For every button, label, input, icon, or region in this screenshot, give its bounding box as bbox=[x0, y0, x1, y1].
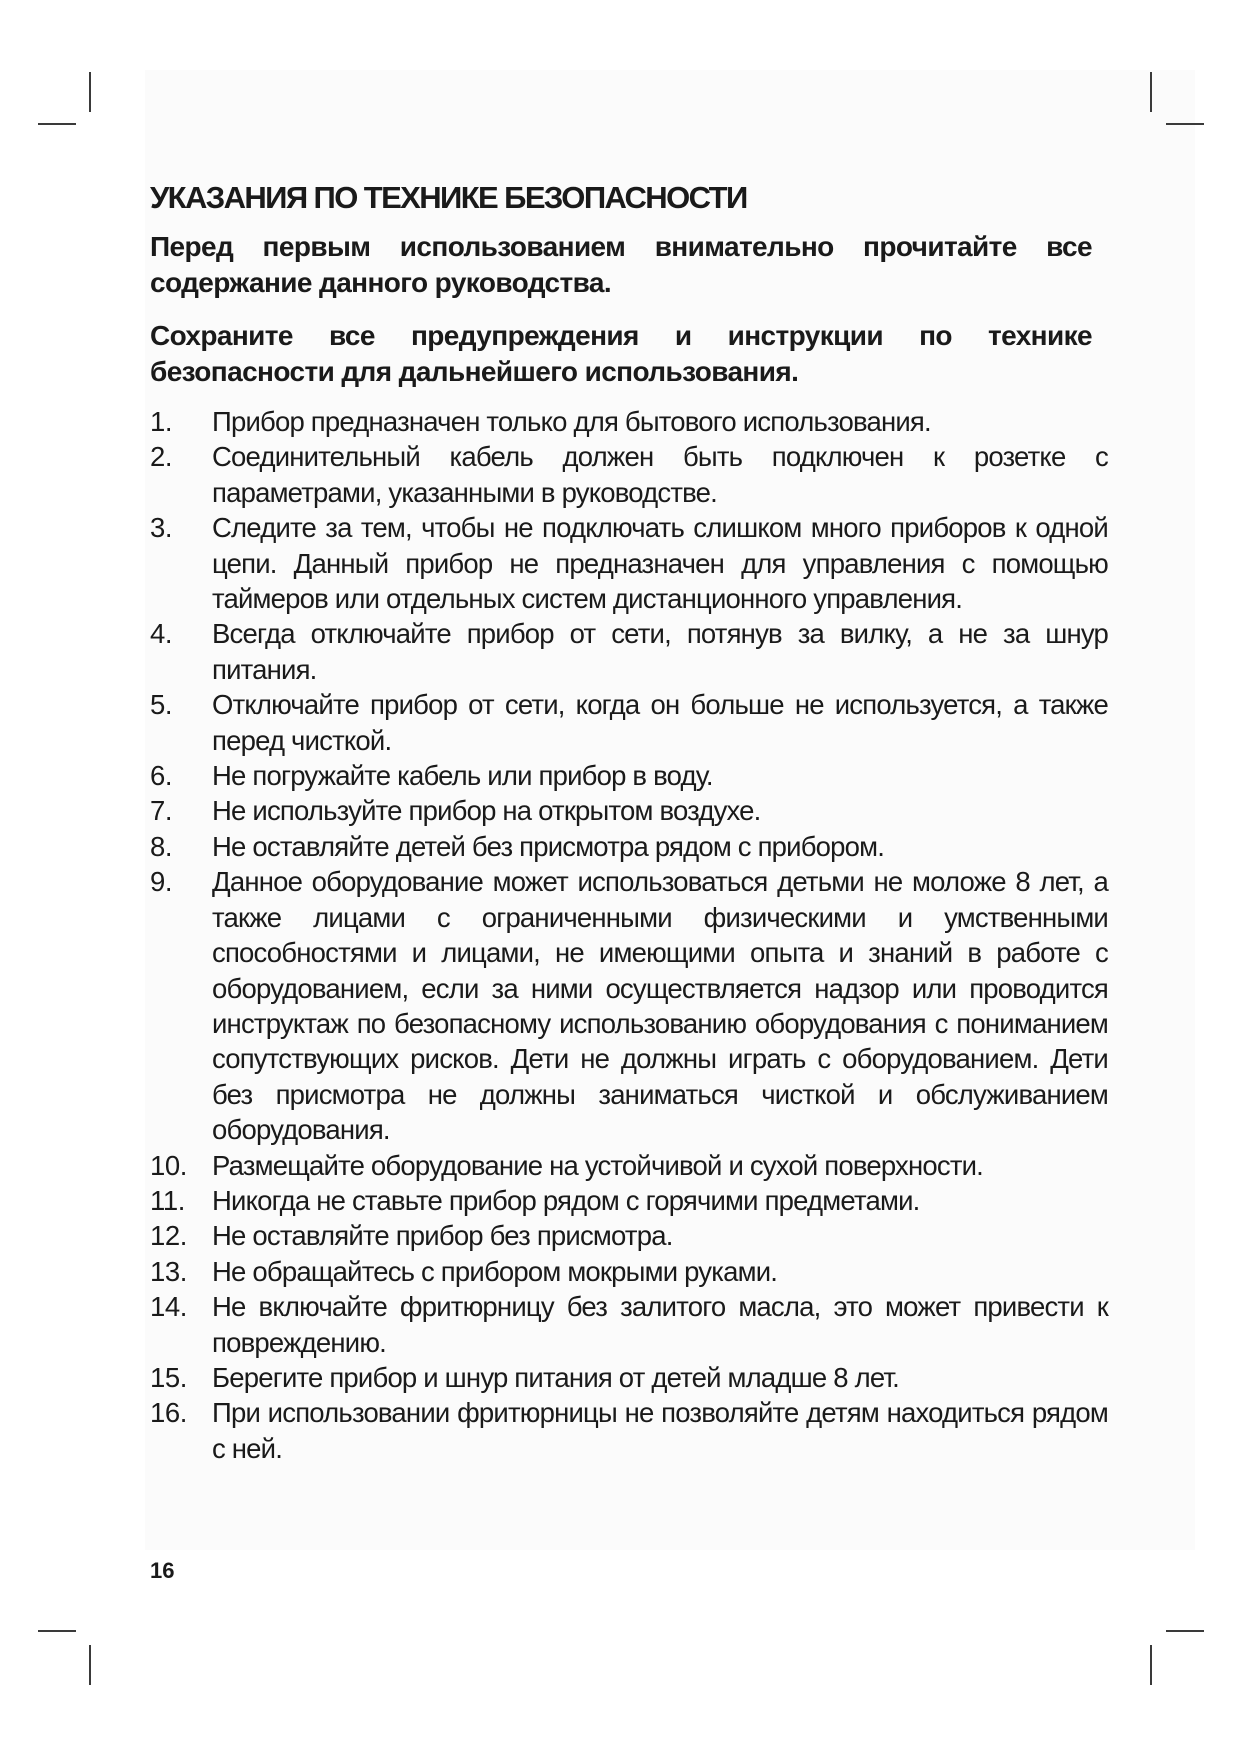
list-item-number: 8. bbox=[150, 830, 173, 862]
list-item-text: Прибор предназначен только для бытового использования. bbox=[212, 406, 931, 437]
list-item bbox=[150, 864, 1108, 1147]
list-item bbox=[150, 1395, 1108, 1466]
crop-mark-bottom-right-horizontal bbox=[1166, 1630, 1204, 1632]
crop-mark-top-right-vertical bbox=[1150, 72, 1152, 112]
crop-mark-bottom-left-vertical bbox=[89, 1645, 91, 1685]
list-item-text: Данное оборудование может использоваться детьми не моложе 8 лет, а также лицами с ограниченными физическими и умственными способностями и лицами, не имеющими опыта и знаний в работе с оборудованием, если за ними осуществляется надзор или проводится инструктаж по безопасному использованию оборудования с пониманием сопутствующих рисков. Дети не должны играть с оборудованием. Дети без присмотра не должны заниматься чисткой и обслуживанием оборудования. bbox=[212, 866, 1108, 1146]
list-item-text: Не оставляйте детей без присмотра рядом с прибором. bbox=[212, 830, 885, 862]
list-item-number: 15. bbox=[150, 1361, 188, 1393]
list-item-number: 12. bbox=[150, 1220, 188, 1252]
list-item-number: 6. bbox=[150, 760, 173, 792]
page-title: УКАЗАНИЯ ПО ТЕХНИКЕ БЕЗОПАСНОСТИ bbox=[150, 180, 747, 215]
list-item bbox=[150, 793, 1108, 828]
crop-mark-top-left-vertical bbox=[89, 72, 91, 112]
list-item bbox=[150, 510, 1108, 616]
crop-mark-bottom-left-horizontal bbox=[38, 1630, 76, 1632]
list-item bbox=[150, 687, 1108, 758]
list-item-number: 2. bbox=[150, 441, 173, 473]
list-item-text: Не используйте прибор на открытом воздухе. bbox=[212, 795, 761, 827]
list-item bbox=[150, 1218, 1108, 1253]
list-item-text: Отключайте прибор от сети, когда он больше не используется, а также перед чисткой. bbox=[212, 689, 1108, 756]
list-item-text: Не оставляйте прибор без присмотра. bbox=[212, 1220, 673, 1252]
list-item-number: 11. bbox=[150, 1184, 185, 1216]
list-item-text: Никогда не ставьте прибор рядом с горячими предметами. bbox=[212, 1184, 920, 1216]
list-item bbox=[150, 1360, 1108, 1395]
crop-mark-top-right-horizontal bbox=[1166, 123, 1204, 125]
list-item-text: Размещайте оборудование на устойчивой и сухой поверхности. bbox=[212, 1149, 984, 1181]
list-item-text: Не включайте фритюрницу без залитого масла, это может привести к повреждению. bbox=[212, 1291, 1108, 1358]
list-item-number: 14. bbox=[150, 1291, 188, 1323]
list-item-number: 4. bbox=[150, 618, 173, 650]
crop-mark-bottom-right-vertical bbox=[1150, 1645, 1152, 1685]
list-item bbox=[150, 1289, 1108, 1360]
crop-mark-top-left-horizontal bbox=[38, 123, 76, 125]
list-item-text: Соединительный кабель должен быть подключен к розетке с параметрами, указанными в руководстве. bbox=[212, 441, 1108, 508]
list-item-number: 16. bbox=[150, 1397, 188, 1429]
list-item-text: При использовании фритюрницы не позволяйте детям находиться рядом с ней. bbox=[212, 1397, 1108, 1464]
list-item-number: 5. bbox=[150, 689, 173, 721]
list-item-text: Всегда отключайте прибор от сети, потянув за вилку, а не за шнур питания. bbox=[212, 618, 1108, 685]
list-item-text: Следите за тем, чтобы не подключать слишком много приборов к одной цепи. Данный прибор не предназначен для управления с помощью таймеров или отдельных систем дистанционного управления. bbox=[212, 512, 1108, 615]
list-item bbox=[150, 1183, 1108, 1218]
list-item bbox=[150, 758, 1108, 793]
list-item bbox=[150, 439, 1108, 510]
page-number: 16 bbox=[150, 1558, 175, 1583]
list-item-text: Не обращайтесь с прибором мокрыми руками. bbox=[212, 1255, 778, 1287]
list-item bbox=[150, 829, 1108, 864]
intro-keep-instructions: Сохраните все предупреждения и инструкции по технике безопасности для дальнейшего использования. bbox=[150, 320, 1092, 387]
list-item-number: 7. bbox=[150, 795, 173, 827]
list-item-number: 3. bbox=[150, 512, 173, 544]
list-item bbox=[150, 616, 1108, 687]
list-item-text: Не погружайте кабель или прибор в воду. bbox=[212, 760, 713, 792]
intro-read-manual: Перед первым использованием внимательно прочитайте все содержание данного руководства. bbox=[150, 231, 1092, 298]
list-item-text: Берегите прибор и шнур питания от детей младше 8 лет. bbox=[212, 1361, 899, 1393]
list-item bbox=[150, 1254, 1108, 1289]
list-item-number: 1. bbox=[150, 406, 173, 437]
list-item-number: 10. bbox=[150, 1149, 188, 1181]
list-item bbox=[150, 1148, 1108, 1183]
list-item-number: 13. bbox=[150, 1255, 188, 1287]
list-item bbox=[150, 404, 1108, 439]
safety-rules-list bbox=[150, 404, 1108, 1466]
list-item-number: 9. bbox=[150, 866, 173, 898]
